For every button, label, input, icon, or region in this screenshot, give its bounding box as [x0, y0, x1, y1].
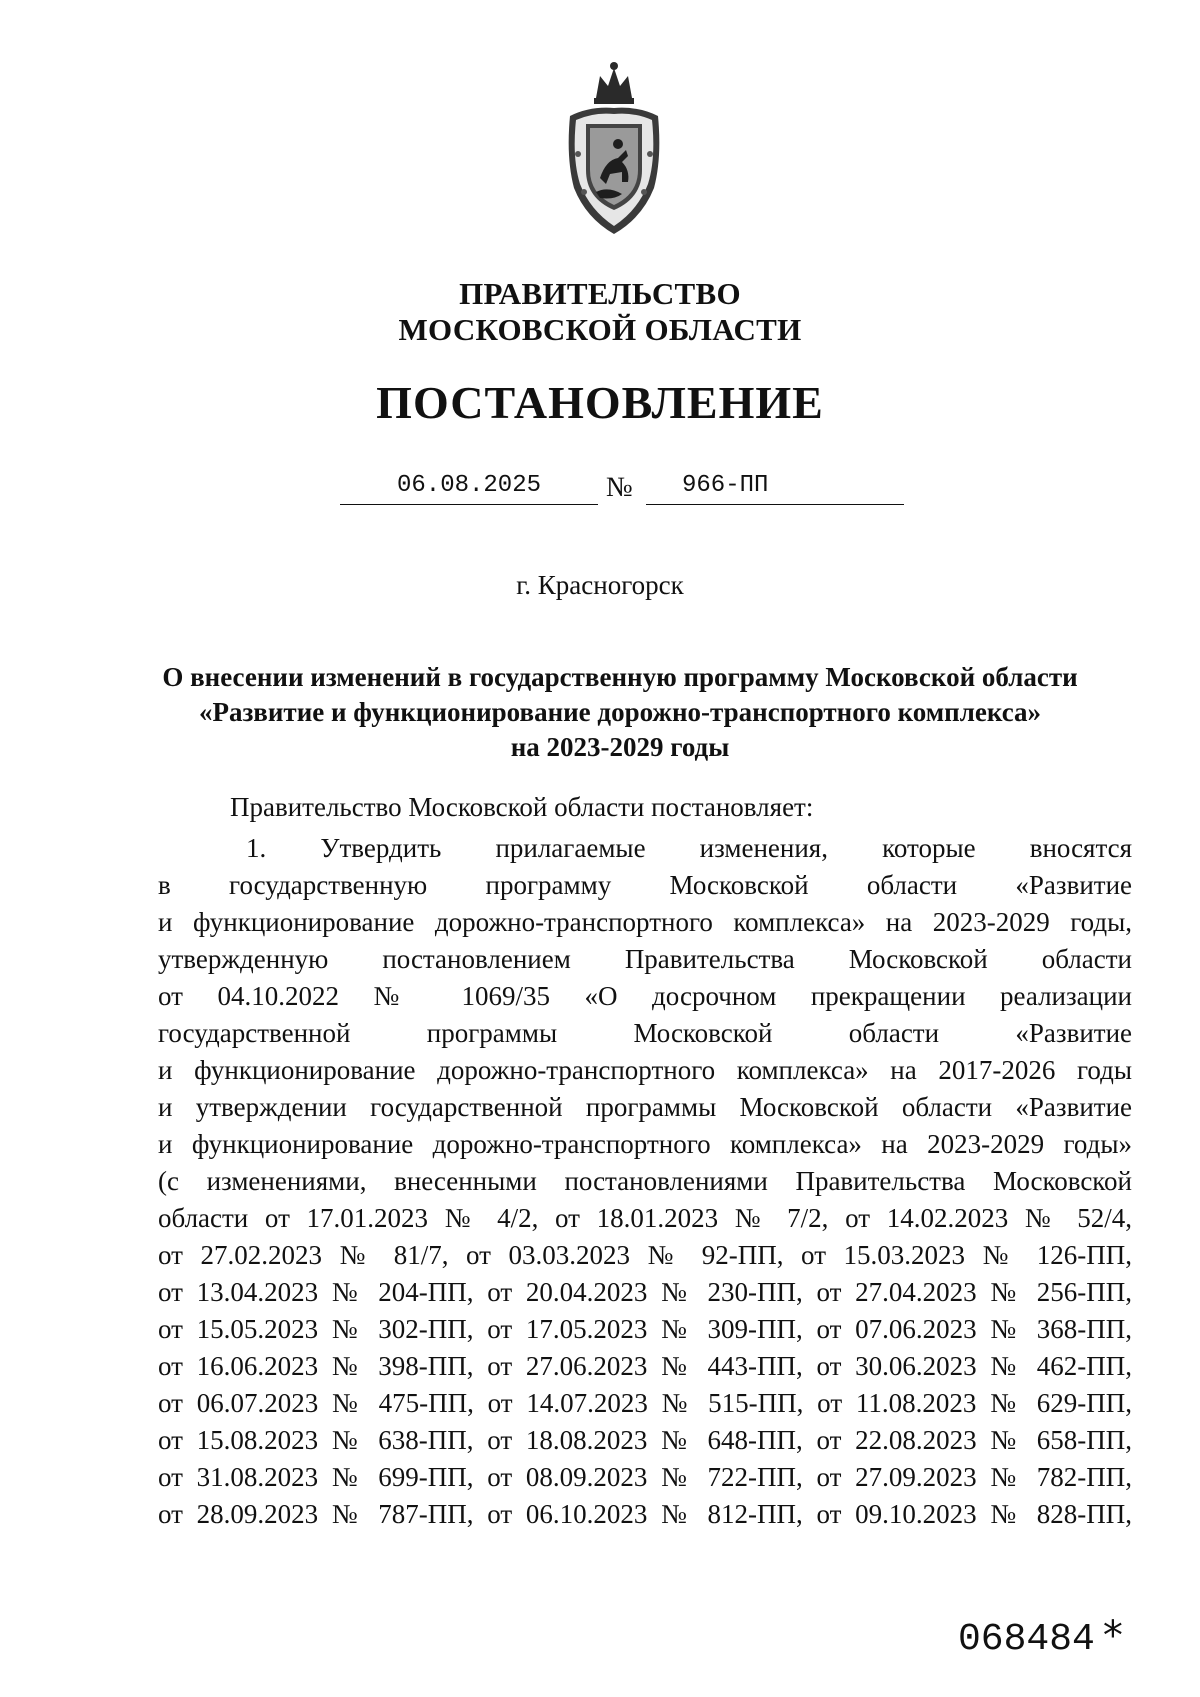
body-line: от 16.06.2023 № 398-ПП, от 27.06.2023 № 443-ПП, от 30.06.2023 № 462-ПП, — [158, 1351, 1132, 1381]
serial-digits: 068484 — [958, 1618, 1095, 1661]
body-line: (с изменениями, внесенными постановлениями Правительства Московской — [158, 1166, 1132, 1196]
body-line: 1. Утвердить прилагаемые изменения, которые вносятся — [246, 833, 1132, 863]
body-line: области от 17.01.2023 № 4/2, от 18.01.2023 № 7/2, от 14.02.2023 № 52/4, — [158, 1203, 1132, 1233]
subject-line: «Развитие и функционирование дорожно-транспортного комплекса» — [198, 697, 1042, 727]
body-line: от 15.08.2023 № 638-ПП, от 18.08.2023 № 648-ПП, от 22.08.2023 № 658-ПП, — [158, 1425, 1132, 1455]
city-name: г. Красногорск — [516, 570, 684, 600]
body-line: и функционирование дорожно-транспортного комплекса» на 2023-2029 годы, — [158, 907, 1132, 937]
body-line: в государственную программу Московской области «Развитие — [158, 870, 1132, 900]
body-line: и функционирование дорожно-транспортного комплекса» на 2017-2026 годы — [158, 1055, 1132, 1085]
body-line: от 15.05.2023 № 302-ПП, от 17.05.2023 № 309-ПП, от 07.06.2023 № 368-ПП, — [158, 1314, 1132, 1344]
body-text — [158, 830, 1132, 1533]
number-sign: № — [606, 472, 633, 503]
registration-line — [0, 468, 1200, 508]
body-line: от 06.07.2023 № 475-ПП, от 14.07.2023 № 515-ПП, от 11.08.2023 № 629-ПП, — [158, 1388, 1132, 1418]
serial-number — [958, 1613, 1123, 1661]
document-number: 966-ПП — [682, 472, 769, 499]
document-type-title: ПОСТАНОВЛЕНИЕ — [376, 377, 824, 428]
document-subject — [150, 660, 1090, 765]
body-line: и функционирование дорожно-транспортного комплекса» на 2023-2029 годы» — [158, 1129, 1132, 1159]
document-number-field — [646, 468, 904, 505]
body-line: государственной программы Московской области «Развитие — [158, 1018, 1132, 1048]
subject-line: О внесении изменений в государственную программу Московской области — [162, 662, 1078, 692]
subject-line: на 2023-2029 годы — [510, 732, 730, 762]
body-line: от 28.09.2023 № 787-ПП, от 06.10.2023 № 812-ПП, от 09.10.2023 № 828-ПП, — [158, 1499, 1132, 1529]
body-line: от 13.04.2023 № 204-ПП, от 20.04.2023 № 230-ПП, от 27.04.2023 № 256-ПП, — [158, 1277, 1132, 1307]
body-line: от 27.02.2023 № 81/7, от 03.03.2023 № 92-ПП, от 15.03.2023 № 126-ПП, — [158, 1240, 1132, 1270]
organization-name-line1: ПРАВИТЕЛЬСТВО — [459, 276, 741, 311]
asterisk-mark: * — [1102, 1613, 1123, 1659]
body-intro: Правительство Московской области постановляет: — [230, 792, 814, 822]
document-date: 06.08.2025 — [340, 468, 598, 505]
body-line: от 04.10.2022 № 1069/35 «О досрочном прекращении реализации — [158, 981, 1132, 1011]
coat-of-arms-icon — [556, 58, 672, 238]
body-line: от 31.08.2023 № 699-ПП, от 08.09.2023 № 722-ПП, от 27.09.2023 № 782-ПП, — [158, 1462, 1132, 1492]
organization-name-line2: МОСКОВСКОЙ ОБЛАСТИ — [398, 312, 802, 347]
body-line: и утверждении государственной программы Московской области «Развитие — [158, 1092, 1132, 1122]
body-line: утвержденную постановлением Правительства Московской области — [158, 944, 1132, 974]
